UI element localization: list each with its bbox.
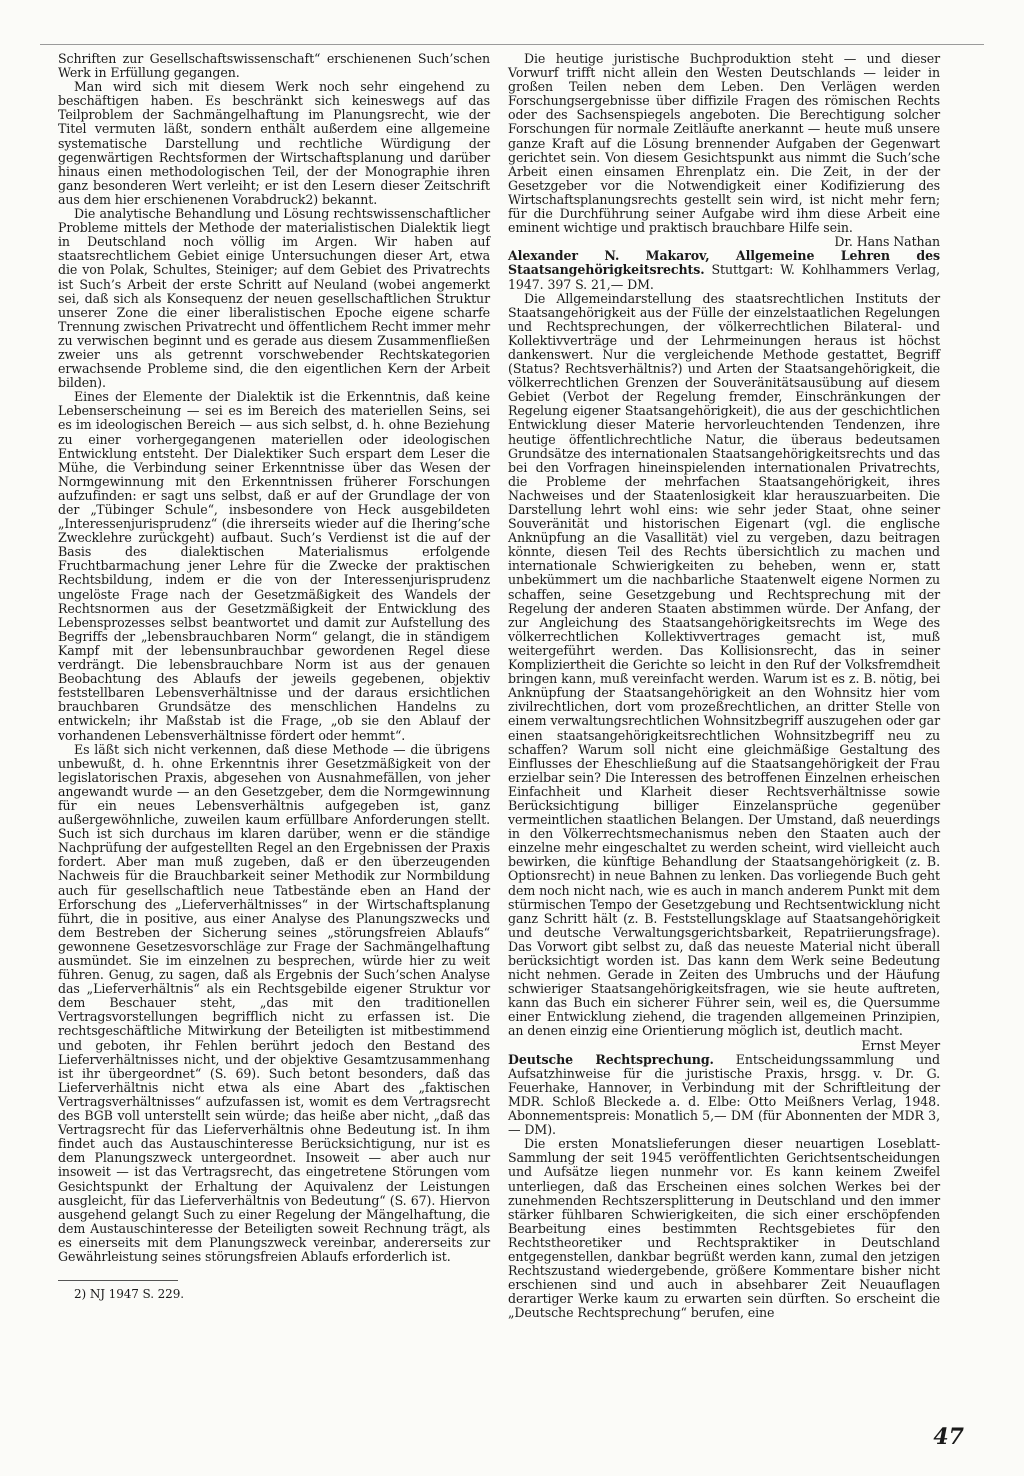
review-title: Alexander N. Makarov, Allgemeine Lehren des Staatsangehörigkeitsrechts.	[508, 248, 940, 278]
paragraph: Die ersten Monatslieferungen dieser neuartigen Loseblatt-Sammlung der seit 1945 veröffentlichten Gerichtsentscheidungen und Aufsätze liegen nunmehr vor. Es kann keinem Zweifel unterliegen, daß das Erscheinen eines solchen Werkes bei der zunehmenden Rechtszersplitterung in Deutschland und den immer stärker fühlbaren Schwierigkeiten, die sich einer erschöpfenden Bearbeitung eines bestimmten Rechtsgebietes für den Rechtstheoretiker und Rechtspraktiker in Deutschland entgegenstellen, dankbar begrüßt werden kann, zumal den jetzigen Rechtszustand wiedergebende, größere Kommentare bisher nicht erschienen sind und auch in absehbarer Zeit Neuauflagen derartiger Werke kaum zu erwarten sein dürften. So erscheint die „Deutsche Rechtsprechung“ berufen, eine	[508, 1136, 940, 1321]
review-details: Entscheidungssammlung und Aufsatzhinweise für die juristische Praxis, hrsgg. v. Dr. G. Feuerhake, Hannover, in Verbindung mit der Schriftleitung der MDR. Schloß Bleckede a. d. Elbe: Otto Meißners Verlag, 1948. Abonnementspreis: Monatlich 5,— DM (für Abonnenten der MDR 3,— DM).	[508, 1051, 940, 1138]
right-column	[508, 52, 940, 1320]
footnote: 2) NJ 1947 S. 229.	[74, 1287, 184, 1302]
footnote-rule	[58, 1280, 178, 1281]
paragraph: Es läßt sich nicht verkennen, daß diese Methode — die übrigens unbewußt, d. h. ohne Erkenntnis ihrer Gesetzmäßigkeit von der legislatorischen Praxis, abgesehen von Ausnahmefällen, von jeher angewandt wurde — an den Gesetzgeber, dem die Normgewinnung für ein neues Lebensverhältnis aufgegeben ist, ganz außergewöhnliche, zuweilen kaum erfüllbare Anforderungen stellt. Such ist sich durchaus im klaren darüber, wenn er die ständige Nachprüfung der aufgestellten Regel an den Ergebnissen der Praxis fordert. Aber man muß zugeben, daß er den überzeugenden Nachweis für die Brauchbarkeit seiner Methodik zur Normbildung auch für gesellschaftlich neue Tatbestände eben an Hand der Erforschung des „Lieferverhältnisses“ in der Wirtschaftsplanung führt, die in positive, aus einer Analyse des Planungszwecks und dem Bestreben der Sicherung seines „störungsfreien Ablaufs“ gewonnene Gesetzesvorschläge zur Frage der Sachmängelhaftung ausmündet. Sie im einzelnen zu besprechen, würde hier zu weit führen. Genug, zu sagen, daß als Ergebnis der Such’schen Analyse das „Lieferverhältnis“ als ein Rechtsgebilde eigener Struktur vor dem Beschauer steht, „das mit den traditionellen Vertragsvorstellungen begrifflich nicht zu erfassen ist. Die rechtsgeschäftliche Mitwirkung der Beteiligten ist mitbestimmend und geboten, ihr Fehlen berührt jedoch den Bestand des Lieferverhältnisses nicht, und der objektive Gesamtzusammenhang ist ihr übergeordnet“ (S. 69). Such betont besonders, daß das Lieferverhältnis nicht etwa als eine Abart des „faktischen Vertragsverhältnisses“ aufzufassen ist, womit es dem Vertragsrecht des BGB voll unterstellt sein würde; das heiße aber nicht, „daß das Vertragsrecht für das Lieferverhältnis ohne Bedeutung ist. In ihm findet auch das Austauschinteresse Berücksichtigung, nur ist es dem Planungszweck untergeordnet. Insoweit — aber auch nur insoweit — ist das Vertragsrecht, das eingetretene Störungen vom Gesichtspunkt der Erhaltung der Aquivalenz der Leistungen ausgleicht, für das Lieferverhältnis von Bedeutung“ (S. 67). Hiervon ausgehend gelangt Such zu einer Regelung der Mängelhaftung, die dem Austauschinteresse der Beteiligten soweit Rechnung trägt, als es einerseits mit dem Planungszweck vereinbar, andererseits zur Gewährleistung seines störungsfreien Ablaufs erforderlich ist.	[58, 741, 490, 1264]
paragraph: Die Allgemeindarstellung des staatsrechtlichen Instituts der Staatsangehörigkeit aus der Fülle der einzelstaatlichen Regelungen und Rechtsprechungen, der völkerrechtlichen Bilateral- und Kollektivverträge und der Lehrmeinungen heraus ist höchst dankenswert. Nur die vergleichende Methode gestattet, Begriff (Status? Rechtsverhältnis?) und Arten der Staatsangehörigkeit, die völkerrechtlichen Grenzen der Souveränitätsausübung auf diesem Gebiet (Verbot der Regelung fremder, Einschränkungen der Regelung eigener Staatsangehörigkeit), die aus der geschichtlichen Entwicklung dieser Materie hervorleuchtenden Tendenzen, ihre heutige öffentlichrechtliche Natur, die überaus bedeutsamen Grundsätze des internationalen Staatsangehörigkeitsrechts und das bei den Vorfragen hineinspielenden internationalen Privatrechts, die Probleme der mehrfachen Staatsangehörigkeit, ihres Nachweises und der Staatenlosigkeit klar herauszuarbeiten. Die Darstellung lehrt wohl eins: wie sehr jeder Staat, ohne seiner Souveränität und historischen Eigenart (vgl. die englische Anknüpfung an die Vasallität) viel zu vergeben, dazu beitragen könnte, diesen Teil des Rechts übersichtlich zu machen und internationale Schwierigkeiten zu beheben, wenn er, statt unbekümmert um die nachbarliche Staatenwelt eigene Normen zu schaffen, seine Gesetzgebung und Rechtsprechung mit der Regelung der anderen Staaten abstimmen würde. Der Anfang, der zur Angleichung des Staatsangehörigkeitsrechts im Wege des völkerrechtlichen Kollektivvertrages gemacht ist, muß weitergeführt werden. Das Kollisionsrecht, das in seiner Kompliziertheit die Gerichte so leicht in den Ruf der Volksfremdheit bringen kann, muß vereinfacht werden. Warum ist es z. B. nötig, bei Anknüpfung der Staatsangehörigkeit an den Wohnsitz hier vom zivilrechtlichen, dort vom prozeßrechtlichen, an dritter Stelle von einem verwaltungsrechtlichen Wohnsitzbegriff auszugehen oder gar einen staatsangehörigkeitsrechtlichen Wohnsitzbegriff neu zu schaffen? Warum soll nicht eine gleichmäßige Gestaltung des Einflusses der Eheschließung auf die Staatsangehörigkeit der Frau erzielbar sein? Die Interessen des betroffenen Einzelnen erheischen Einfachheit und Klarheit dieser Rechtsverhältnisse sowie Berücksichtigung billiger Einzelansprüche gegenüber vermeintlichen staatlichen Belangen. Der Umstand, daß neuerdings in den Völkerrechtsmechanismus neben den Staaten auch der einzelne mehr eingeschaltet zu werden scheint, wird vielleicht auch bewirken, die künftige Behandlung der Staatsangehörigkeit (z. B. Optionsrecht) in neue Bahnen zu lenken. Das vorliegende Buch geht dem noch nicht nach, wie es auch in manch anderem Punkt mit dem stürmischen Tempo der Gesetzgebung und Rechtsentwicklung nicht ganz Schritt hält (z. B. Feststellungsklage auf Staatsangehörigkeit und deutsche Verwaltungsgerichtsbarkeit, Repatriierungsfrage). Das Vorwort gibt selbst zu, daß das neueste Material nicht überall berücksichtigt worden ist. Das kann dem Werk seine Bedeutung nicht nehmen. Gerade in Zeiten des Umbruchs und der Häufung schwieriger Staatsangehörigkeitsfragen, wie sie heute auftreten, kann das Buch ein sicherer Führer sein, weil es, die Quersumme einer Entwicklung ziehend, die tragenden allgemeinen Prinzipien, an denen einzig eine Orientierung möglich ist, deutlich macht.	[508, 290, 940, 1039]
top-rule	[40, 44, 984, 45]
left-column	[58, 52, 490, 1301]
review-details: Stuttgart: W. Kohlhammers Verlag, 1947. 397 S. 21,— DM.	[508, 262, 941, 292]
paragraph: Schriften zur Gesellschaftswissenschaft“ erschienenen Such’schen Werk in Erfüllung gegangen.	[58, 51, 490, 81]
review-title: Deutsche Rechtsprechung.	[508, 1051, 714, 1067]
paragraph: Die analytische Behandlung und Lösung rechtswissenschaftlicher Probleme mittels der Methode der materialistischen Dialektik liegt in Deutschland noch völlig im Argen. Wir haben auf staatsrechtlichem Gebiet einige Untersuchungen dieser Art, etwa die von Polak, Schultes, Steiniger; auf dem Gebiet des Privatrechts ist Such’s Arbeit der erste Schritt auf Neuland (wobei angemerkt sei, daß sich als Konsequenz der neuen gesellschaftlichen Struktur unserer Zone die einer liberalistischen Epoche eigene scharfe Trennung zwischen Privatrecht und öffentlichem Recht immer mehr zu verwischen beginnt und es gerade aus diesem Zusammenfließen zweier uns als getrennt vorschwebender Rechtskategorien erwachsende Probleme sind, die den eigentlichen Kern der Arbeit bilden).	[58, 206, 490, 391]
review-heading	[508, 249, 940, 291]
page-number: 47	[933, 1424, 964, 1450]
paragraph: Eines der Elemente der Dialektik ist die Erkenntnis, daß keine Lebenserscheinung — sei es im Bereich des materiellen Seins, sei es im ideologischen Bereich — aus sich selbst, d. h. ohne Beziehung zu einer vorhergegangenen materiellen oder ideologischen Entwicklung entsteht. Der Dialektiker Such erspart dem Leser die Mühe, die Verbindung seiner Erkenntnisse über das Wesen der Normgewinnung mit den Erkenntnissen früherer Forschungen aufzufinden: er sagt uns selbst, daß er auf der Grundlage der von der „Tübinger Schule“, insbesondere von Heck ausgebildeten „Interessenjurisprudenz“ (die ihrerseits wieder auf die Ihering’sche Zwecklehre zurückgeht) aufbaut. Such’s Verdienst ist die auf der Basis des dialektischen Materialismus erfolgende Fruchtbarmachung jener Lehre für die Zwecke der praktischen Rechtsbildung, indem er die von der Interessenjurisprudenz ungelöste Frage nach der Gesetzmäßigkeit des Wandels der Rechtsnormen aus der Gesetzmäßigkeit der Entwicklung des Lebensprozesses selbst beantwortet und damit zur Aufstellung des Begriffs der „lebensbrauchbaren Norm“ gelangt, die in ständigem Kampf mit der lebensunbrauchbar gewordenen Regel diese verdrängt. Die lebensbrauchbare Norm ist aus der genauen Beobachtung des Ablaufs der jeweils gegebenen, objektiv feststellbaren Lebensverhältnisse und der daraus ersichtlichen brauchbaren Grundsätze des menschlichen Handelns zu entwickeln; ihr Maßstab ist die Frage, „ob sie den Ablauf der vorhandenen Lebensverhältnisse fördert oder hemmt“.	[58, 389, 490, 743]
review-heading	[508, 1053, 940, 1138]
paragraph: Man wird sich mit diesem Werk noch sehr eingehend zu beschäftigen haben. Es beschränkt sich keineswegs auf das Teilproblem der Sachmängelhaftung im Planungsrecht, wie der Titel vermuten läßt, sondern enthält außerdem eine allgemeine systematische Darstellung und rechtliche Würdigung der gegenwärtigen Rechtsformen der Wirtschaftsplanung und darüber hinaus einen methodologischen Teil, der der Monographie ihren ganz besonderen Wert verleiht; er ist den Lesern dieser Zeitschrift aus dem hier erschienenen Vorabdruck2) bekannt.	[58, 79, 490, 207]
signature: Ernst Meyer	[861, 1037, 940, 1053]
signature: Dr. Hans Nathan	[834, 234, 940, 250]
paragraph: Die heutige juristische Buchproduktion steht — und dieser Vorwurf trifft nicht allein den Westen Deutschlands — leider in großen Teilen neben dem Leben. Den Verlägen werden Forschungsergebnisse über diffizile Fragen des römischen Rechts oder des Sachsenspiegels angeboten. Die Berechtigung solcher Forschungen für normale Zeitläufte anerkannt — heute muß unsere ganze Kraft auf die Lösung brennender Aufgaben der Gegenwart gerichtet sein. Von diesem Gesichtspunkt aus nimmt die Such’sche Arbeit einen einsamen Ehrenplatz ein. Die Zeit, in der der Gesetzgeber vor die Notwendigkeit einer Kodifizierung des Wirtschaftsplanungsrechts gestellt sein wird, ist nicht mehr fern; für die Durchführung seiner Aufgabe wird ihm diese Arbeit eine eminent wichtige und praktisch brauchbare Hilfe sein.	[508, 51, 940, 236]
